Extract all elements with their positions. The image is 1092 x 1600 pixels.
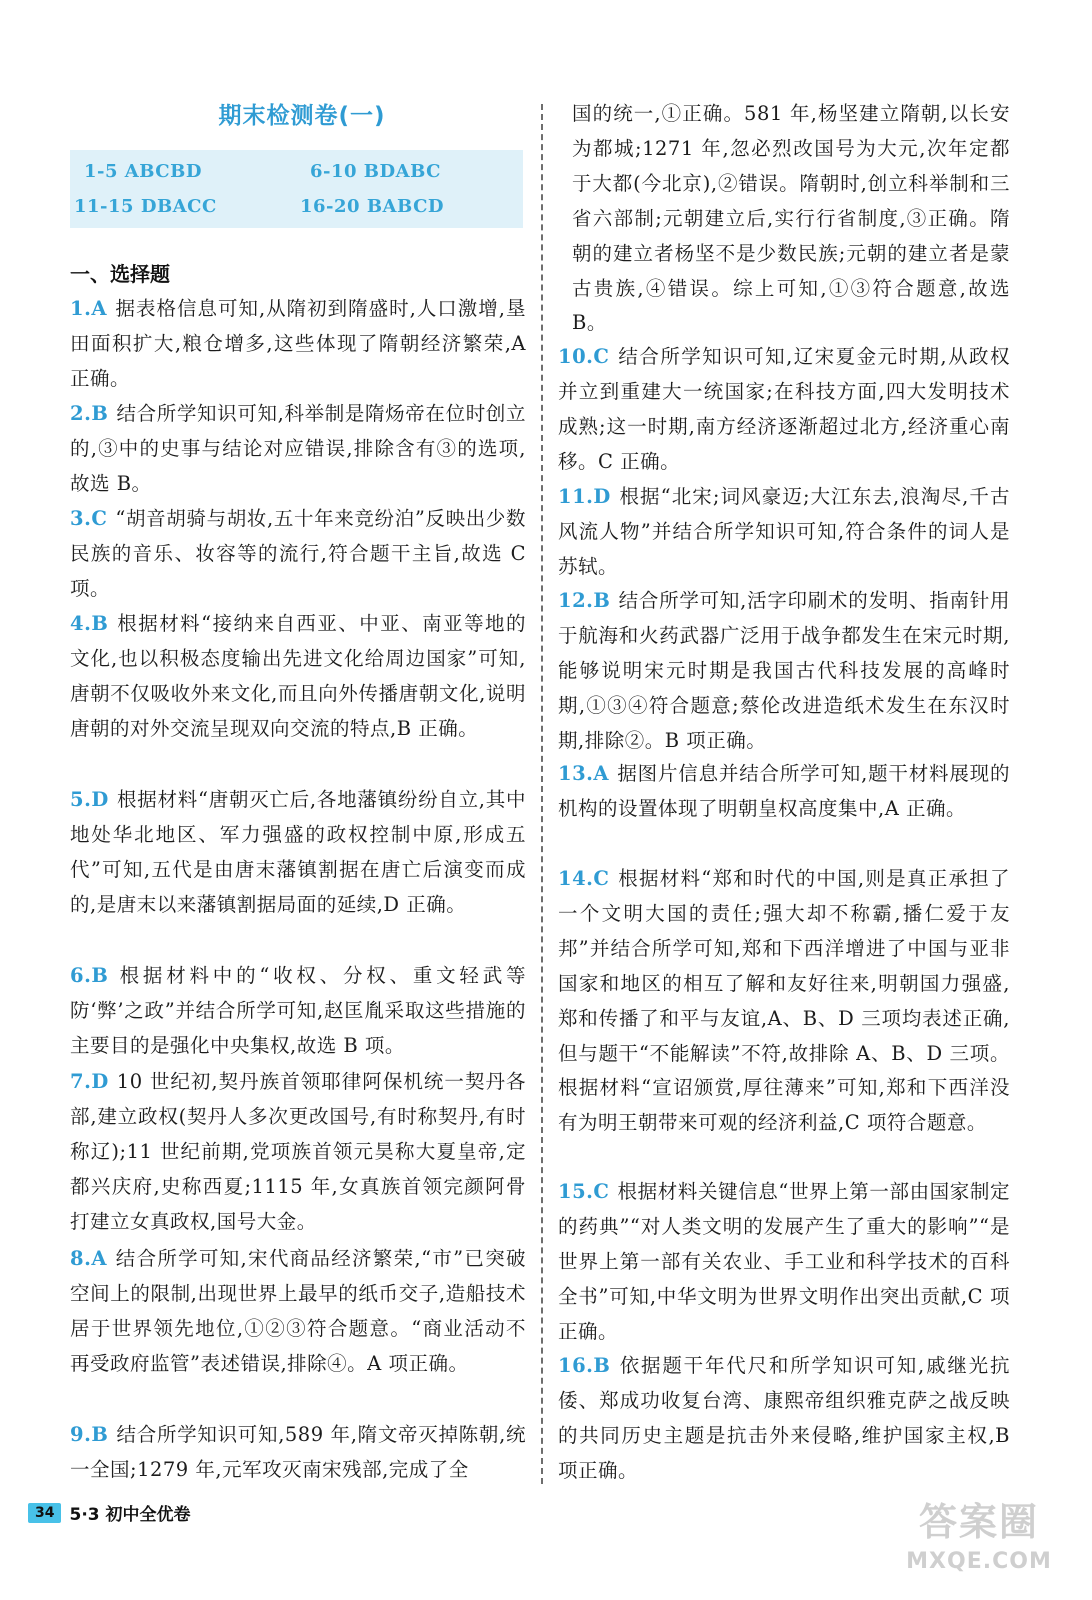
answer-item-11 (558, 480, 1010, 585)
item-number: 15.C (558, 1180, 610, 1203)
item-text: 结合所学知识可知,589 年,隋文帝灭掉陈朝,统一全国;1279 年,元军攻灭南宋残部,完成了全 (70, 1423, 526, 1481)
brand-name: 5·3 初中全优卷 (69, 1505, 191, 1525)
answer-item-1 (70, 292, 526, 397)
item-number: 12.B (558, 589, 611, 612)
item-text: 依据题干年代尺和所学知识可知,戚继光抗倭、郑成功收复台湾、康熙帝组织雅克萨之战反映的共同历史主题是抗击外来侵略,维护国家主权,B 项正确。 (558, 1354, 1010, 1482)
answer-item-7 (70, 1065, 526, 1240)
item-number: 3.C (70, 507, 108, 530)
item-number: 2.B (70, 402, 109, 425)
item-number: 1.A (70, 297, 107, 320)
item-text: 10 世纪初,契丹族首领耶律阿保机统一契丹各部,建立政权(契丹人多次更改国号,有时称契丹,有时称辽);11 世纪前期,党项族首领元昊称大夏皇帝,定都兴庆府,史称西夏;1115 年,女真族首领完颜阿骨打建立女真政权,国号大金。 (70, 1070, 526, 1233)
answer-item-6 (70, 959, 526, 1064)
item-number: 4.B (70, 612, 109, 635)
item-text: 根据材料“唐朝灭亡后,各地藩镇纷纷自立,其中地处华北地区、军力强盛的政权控制中原,形成五代”可知,五代是由唐末藩镇割据在唐亡后演变而成的,是唐末以来藩镇割据局面的延续,D 正确。 (70, 788, 526, 916)
item-text: 根据材料“郑和时代的中国,则是真正承担了一个文明大国的责任;强大却不称霸,播仁爱于友邦”并结合所学可知,郑和下西洋增进了中国与亚非国家和地区的相互了解和友好往来,明朝国力强盛,郑和传播了和平与友谊,A、B、D 三项均表述正确,但与题干“不能解读”不符,故排除 A、B、D 三项。根据材料“宣诏颁赏,厚往薄来”可知,郑和下西洋没有为明王朝带来可观的经济利益,C 项符合题意。 (558, 867, 1010, 1135)
item-number: 16.B (558, 1354, 611, 1377)
answer-item-14 (558, 862, 1010, 1141)
answer-item-8 (70, 1242, 526, 1382)
watermark-url: MXQE.COM (906, 1549, 1052, 1574)
item-number: 6.B (70, 964, 109, 987)
item-text: 根据“北宋;词风豪迈;大江东去,浪淘尽,千古风流人物”并结合所学知识可知,符合条件的词人是苏轼。 (558, 485, 1010, 578)
answer-key-6-10: 6-10 BDABC (310, 161, 441, 182)
answer-key-box (70, 150, 523, 228)
item-text: 根据材料中的“收权、分权、重文轻武等防‘弊’之政”并结合所学可知,赵匡胤采取这些措施的主要目的是强化中央集权,故选 B 项。 (70, 964, 526, 1057)
answer-key-1-5: 1-5 ABCBD (84, 161, 202, 182)
item-text: 结合所学可知,宋代商品经济繁荣,“市”已突破空间上的限制,出现世界上最早的纸币交子,造船技术居于世界领先地位,①②③符合题意。“商业活动不再受政府监管”表述错误,排除④。A 项正确。 (70, 1247, 526, 1375)
item-text: 根据材料“接纳来自西亚、中亚、南亚等地的文化,也以积极态度输出先进文化给周边国家”可知,唐朝不仅吸收外来文化,而且向外传播唐朝文化,说明唐朝的对外交流呈现双向交流的特点,B 正确。 (70, 612, 526, 740)
item-text: 结合所学知识可知,辽宋夏金元时期,从政权并立到重建大一统国家;在科技方面,四大发明技术成熟;这一时期,南方经济逐渐超过北方,经济重心南移。C 正确。 (558, 345, 1010, 473)
item-text: 据图片信息并结合所学可知,题干材料展现的机构的设置体现了明朝皇权高度集中,A 正确。 (558, 762, 1010, 820)
item-number: 14.C (558, 867, 610, 890)
watermark-logo (894, 1497, 1064, 1593)
item-number: 7.D (70, 1070, 109, 1093)
item-number: 8.A (70, 1247, 107, 1270)
column-divider (541, 104, 543, 1484)
answer-item-4 (70, 607, 526, 747)
section-title: 一、选择题 (70, 262, 170, 286)
answer-item-10 (558, 340, 1010, 480)
watermark-text: 答案圈 (918, 1500, 1039, 1544)
page-number: 34 (28, 1503, 61, 1523)
item-text: 据表格信息可知,从隋初到隋盛时,人口激增,垦田面积扩大,粮仓增多,这些体现了隋朝经济繁荣,A 正确。 (70, 297, 526, 390)
answer-item-16 (558, 1349, 1010, 1489)
page-footer (28, 1500, 191, 1525)
item-text: 结合所学知识可知,科举制是隋炀帝在位时创立的,③中的史事与结论对应错误,排除含有③的选项,故选 B。 (70, 402, 526, 495)
answer-item-9 (70, 1418, 526, 1488)
answer-item-15 (558, 1175, 1010, 1350)
item-number: 10.C (558, 345, 610, 368)
answer-item-3 (70, 502, 526, 607)
answer-item-2 (70, 397, 526, 502)
answer-item-9-continued: 国的统一,①正确。581 年,杨坚建立隋朝,以长安为都城;1271 年,忽必烈改国号为大元,次年定都于大都(今北京),②错误。隋朝时,创立科举制和三省六部制;元朝建立后,实行行省制度,③正确。隋朝的建立者杨坚不是少数民族;元朝的建立者是蒙古贵族,④错误。综上可知,①③符合题意,故选 B。 (572, 102, 1010, 335)
item-number: 5.D (70, 788, 109, 811)
page-title: 期末检测卷(一) (218, 103, 386, 129)
answer-key-16-20: 16-20 BABCD (300, 196, 444, 217)
answer-item-12 (558, 584, 1010, 759)
answer-item-5 (70, 783, 526, 923)
item-text: 结合所学可知,活字印刷术的发明、指南针用于航海和火药武器广泛用于战争都发生在宋元时期,能够说明宋元时期是我国古代科技发展的高峰时期,①③④符合题意;蔡伦改进造纸术发生在东汉时期,排除②。B 项正确。 (558, 589, 1010, 752)
item-number: 9.B (70, 1423, 109, 1446)
item-number: 11.D (558, 485, 611, 508)
item-text: “胡音胡骑与胡妆,五十年来竞纷泊”反映出少数民族的音乐、妆容等的流行,符合题干主旨,故选 C 项。 (70, 507, 526, 600)
item-number: 13.A (558, 762, 610, 785)
answer-key-11-15: 11-15 DBACC (74, 196, 217, 217)
answer-item-13 (558, 757, 1010, 827)
item-text: 根据材料关键信息“世界上第一部由国家制定的药典”“对人类文明的发展产生了重大的影响”“是世界上第一部有关农业、手工业和科学技术的百科全书”可知,中华文明为世界文明作出突出贡献,C 项正确。 (558, 1180, 1010, 1343)
